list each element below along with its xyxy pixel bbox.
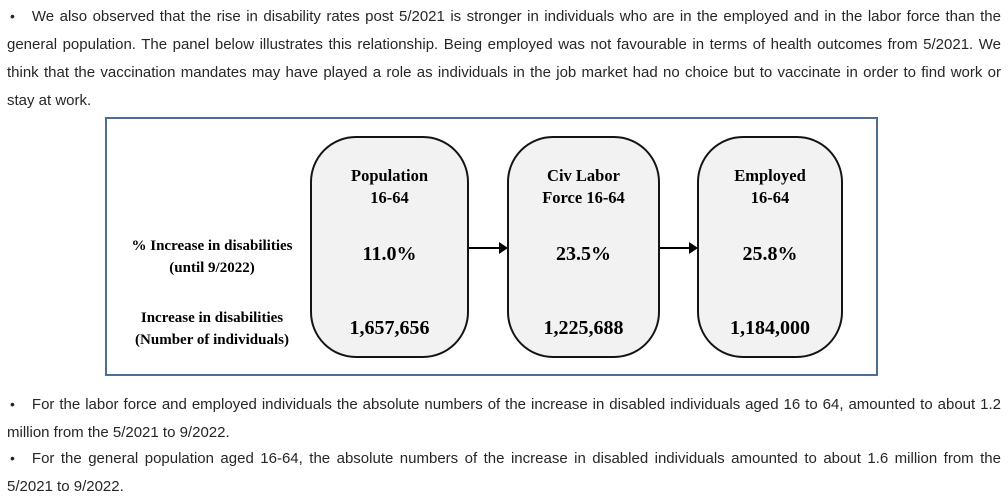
percent-value: 11.0% <box>362 243 417 265</box>
node-title <box>312 165 467 209</box>
node-title-line: Population <box>350 166 429 185</box>
node-labor-force <box>507 136 660 358</box>
count-value: 1,225,688 <box>543 317 624 339</box>
node-title-line: Force 16-64 <box>542 188 625 207</box>
row-label-line: (until 9/2022) <box>169 260 255 276</box>
node-title-line: Civ Labor <box>547 166 620 185</box>
row-label-line: % Increase in disabilities <box>131 238 293 254</box>
percent-value: 25.8% <box>742 243 798 265</box>
arrow-right-icon <box>660 247 689 249</box>
row-label-line: Increase in disabilities <box>140 310 284 326</box>
row-label-count-increase <box>109 307 315 351</box>
paragraph-text: For the labor force and employed individuals the absolute numbers of the increase in disabled individuals aged 16 to 64, amounted to about 1.2 million from the 5/2021 to 9/2022. <box>7 396 1001 441</box>
node-title-line: 16-64 <box>750 188 790 207</box>
bullet-paragraph-3 <box>0 444 1008 499</box>
count-value: 1,184,000 <box>730 317 810 339</box>
node-title-line: Employed <box>734 166 806 185</box>
node-title <box>509 165 658 209</box>
paragraph-text: For the general population aged 16-64, the absolute numbers of the increase in disabled individuals amounted to about 1.6 million from the 5/2021 to 9/2022. <box>7 450 1001 495</box>
arrow-right-icon <box>469 247 499 249</box>
row-label-percent-increase <box>109 235 315 279</box>
count-value: 1,657,656 <box>349 317 430 339</box>
bullet-glyph: • <box>10 450 15 466</box>
node-title-line: 16-64 <box>370 188 409 207</box>
node-population <box>310 136 469 358</box>
paragraph-text: We also observed that the rise in disability rates post 5/2021 is stronger in individuals who are in the employed and in the labor force than the general population. The panel below illustrates this relationship. Being employed was not favourable in terms of health outcomes from 5/2021. We think that the vaccination mandates may have played a role as individuals in the job market had no choice but to vaccinate in order to find work or stay at work. <box>7 8 1001 109</box>
bullet-paragraph-1 <box>0 2 1008 115</box>
bullet-glyph: • <box>10 396 15 412</box>
node-employed <box>697 136 843 358</box>
percent-value: 23.5% <box>556 243 611 265</box>
bullet-paragraph-2 <box>0 390 1008 447</box>
node-title <box>699 165 841 209</box>
bullet-glyph: • <box>10 8 15 24</box>
diagram-panel <box>105 117 878 376</box>
row-label-line: (Number of individuals) <box>135 332 289 348</box>
